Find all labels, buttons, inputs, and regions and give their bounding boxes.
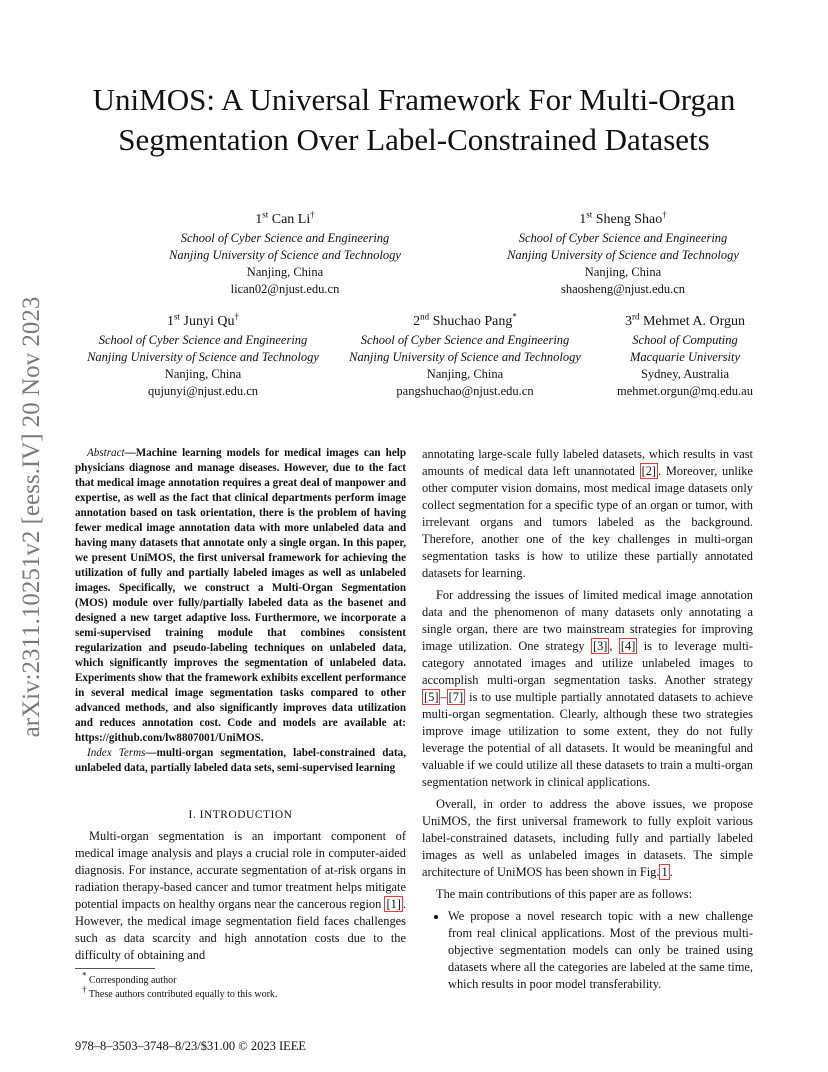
citation-link[interactable]: [3] xyxy=(592,639,608,653)
footnotes: * Corresponding author † These authors contributed equally to this work. xyxy=(82,970,278,1000)
intro-paragraph: Multi-organ segmentation is an important component of medical image analysis and plays a crucial role in computer-aided diagnosis. For instance, accurate segmentation of at-risk organs in radiation therapy-based cancer and tumor treatment helps mitigate potential impacts on healthy organs near the cancerous region [1] . However, the medical image segmentation field faces challenges such as data scarcity and high annotation costs due to the difficulty of obtaining and xyxy=(75,829,406,962)
citation-link[interactable]: [1] xyxy=(386,897,401,911)
arxiv-stamp: arXiv:2311.10251v2 [eess.IV] 20 Nov 2023 xyxy=(18,296,45,738)
abstract: Abstract—Machine learning models for medical images can help physicians diagnose and manage diseases. However, due to the fact that medical image annotation requires a great deal of manpower and expertise, as well as the fact that clinical departments perform image annotation based on task orientation, there is the problem of having fewer medical image annotation data with more unlabeled data and having many datasets that annotate only a single organ. In this paper, we present UniMOS, the first universal framework for achieving the utilization of fully and partially labeled images as well as unlabeled images. Specifically, we construct a Multi-Organ Segmentation (MOS) module over fully/partially labeled data as the basenet and designed a new target adaptive loss. Furthermore, we incorporate a semi-supervised training module that combines consistent regularization and pseudo-labeling techniques on unlabeled data, which significantly improves the segmentation of unlabeled data. Experiments show that the framework exhibits excellent performance in several medical image segmentation tasks compared to other advanced methods, and also significantly improves data utilization and reduces annotation cost. Code and models are available at: https://github.com/lw8807001/UniMOS. Index Terms—multi-organ segmentation, label-constrained data, unlabeled data, partially labeled data sets, semi-supervised learning xyxy=(75,447,406,774)
copyright-notice: 978–8–3503–3748–8/23/$31.00 © 2023 IEEE xyxy=(75,1039,307,1053)
footnote-divider xyxy=(75,968,155,969)
citation-link[interactable]: [4] xyxy=(620,639,636,653)
citation-link[interactable]: [5] xyxy=(424,690,439,704)
paper-title: UniMOS: A Universal Framework For Multi-Organ Segmentation Over Label-Constrained Datasets xyxy=(92,82,736,157)
author-block: 2nd Shuchao Pang* School of Cyber Science and Engineering Nanjing University of Science and Technology Nanjing, China pangshuchao@njust.edu.cn xyxy=(349,311,581,398)
author-block: 1st Junyi Qu† School of Cyber Science and Engineering Nanjing University of Science and Technology Nanjing, China qujunyi@njust.edu.cn xyxy=(87,311,319,398)
citation-link[interactable]: [7] xyxy=(448,690,464,704)
citation-link[interactable]: [2] xyxy=(641,464,657,478)
author-block: 3rd Mehmet A. Orgun School of Computing Macquarie University Sydney, Australia mehmet.orgun@mq.edu.au xyxy=(617,311,753,398)
figure-link[interactable]: 1 xyxy=(661,865,668,879)
author-block: 1st Can Li† School of Cyber Science and Engineering Nanjing University of Science and Technology Nanjing, China lican02@njust.edu.cn xyxy=(169,209,401,296)
section-heading: I. INTRODUCTION xyxy=(188,809,293,821)
author-block: 1st Sheng Shao† School of Cyber Science and Engineering Nanjing University of Science and Technology Nanjing, China shaosheng@njust.edu.cn xyxy=(507,209,739,296)
right-column: annotating large-scale fully labeled datasets, which results in vast amounts of medical data left unannotated [2] . Moreover, unlike other computer vision domains, most medical image datasets only collect segmentation for a specific type of an organ or tumor, with irrelevant organs and tumors labeled as the background. Therefore, another one of the key challenges in multi-organ segmentation tasks is how to utilize these partially annotated datasets for learning. For addressing the issues of limited medical image annotation data and the phenomenon of many datasets only annotating a single organ, there are two mainstream strategies for improving image utilization. One strategy [3] , [4] is to leverage multi-category annotated images and utilize unlabeled images to accomplish multi-organ segmentation tasks. Another strategy [5] – [7] is to use multiple partially annotated datasets to achieve multi-organ segmentation. Clearly, although these two strategies improve image utilization to some extent, they do not fully leverage the potential of all datasets. It would be meaningful and valuable if we could utilize all these datasets to train a multi-organ segmentation network in clinical applications. Overall, in order to address the above issues, we propose UniMOS, the first universal framework to fully exploit various label-constrained datasets, including fully and partially labeled images as well as unlabeled images in datasets. The simple architecture of UniMOS has been shown in Fig. 1 . The main contributions of this paper are as follows: • We propose a novel research topic with a new challenge from real clinical applications. Most of the previous multi-objective segmentation models can only be trained using datasets where all the categories are labeled at the same time, which results in poor model transferability. xyxy=(422,446,753,993)
contribution-bullet: • We propose a novel research topic with a new challenge from real clinical applications. Most of the previous multi-objective segmentation models can only be trained using datasets where all the categories are labeled at the same time, which results in poor model transferability. xyxy=(448,908,753,993)
